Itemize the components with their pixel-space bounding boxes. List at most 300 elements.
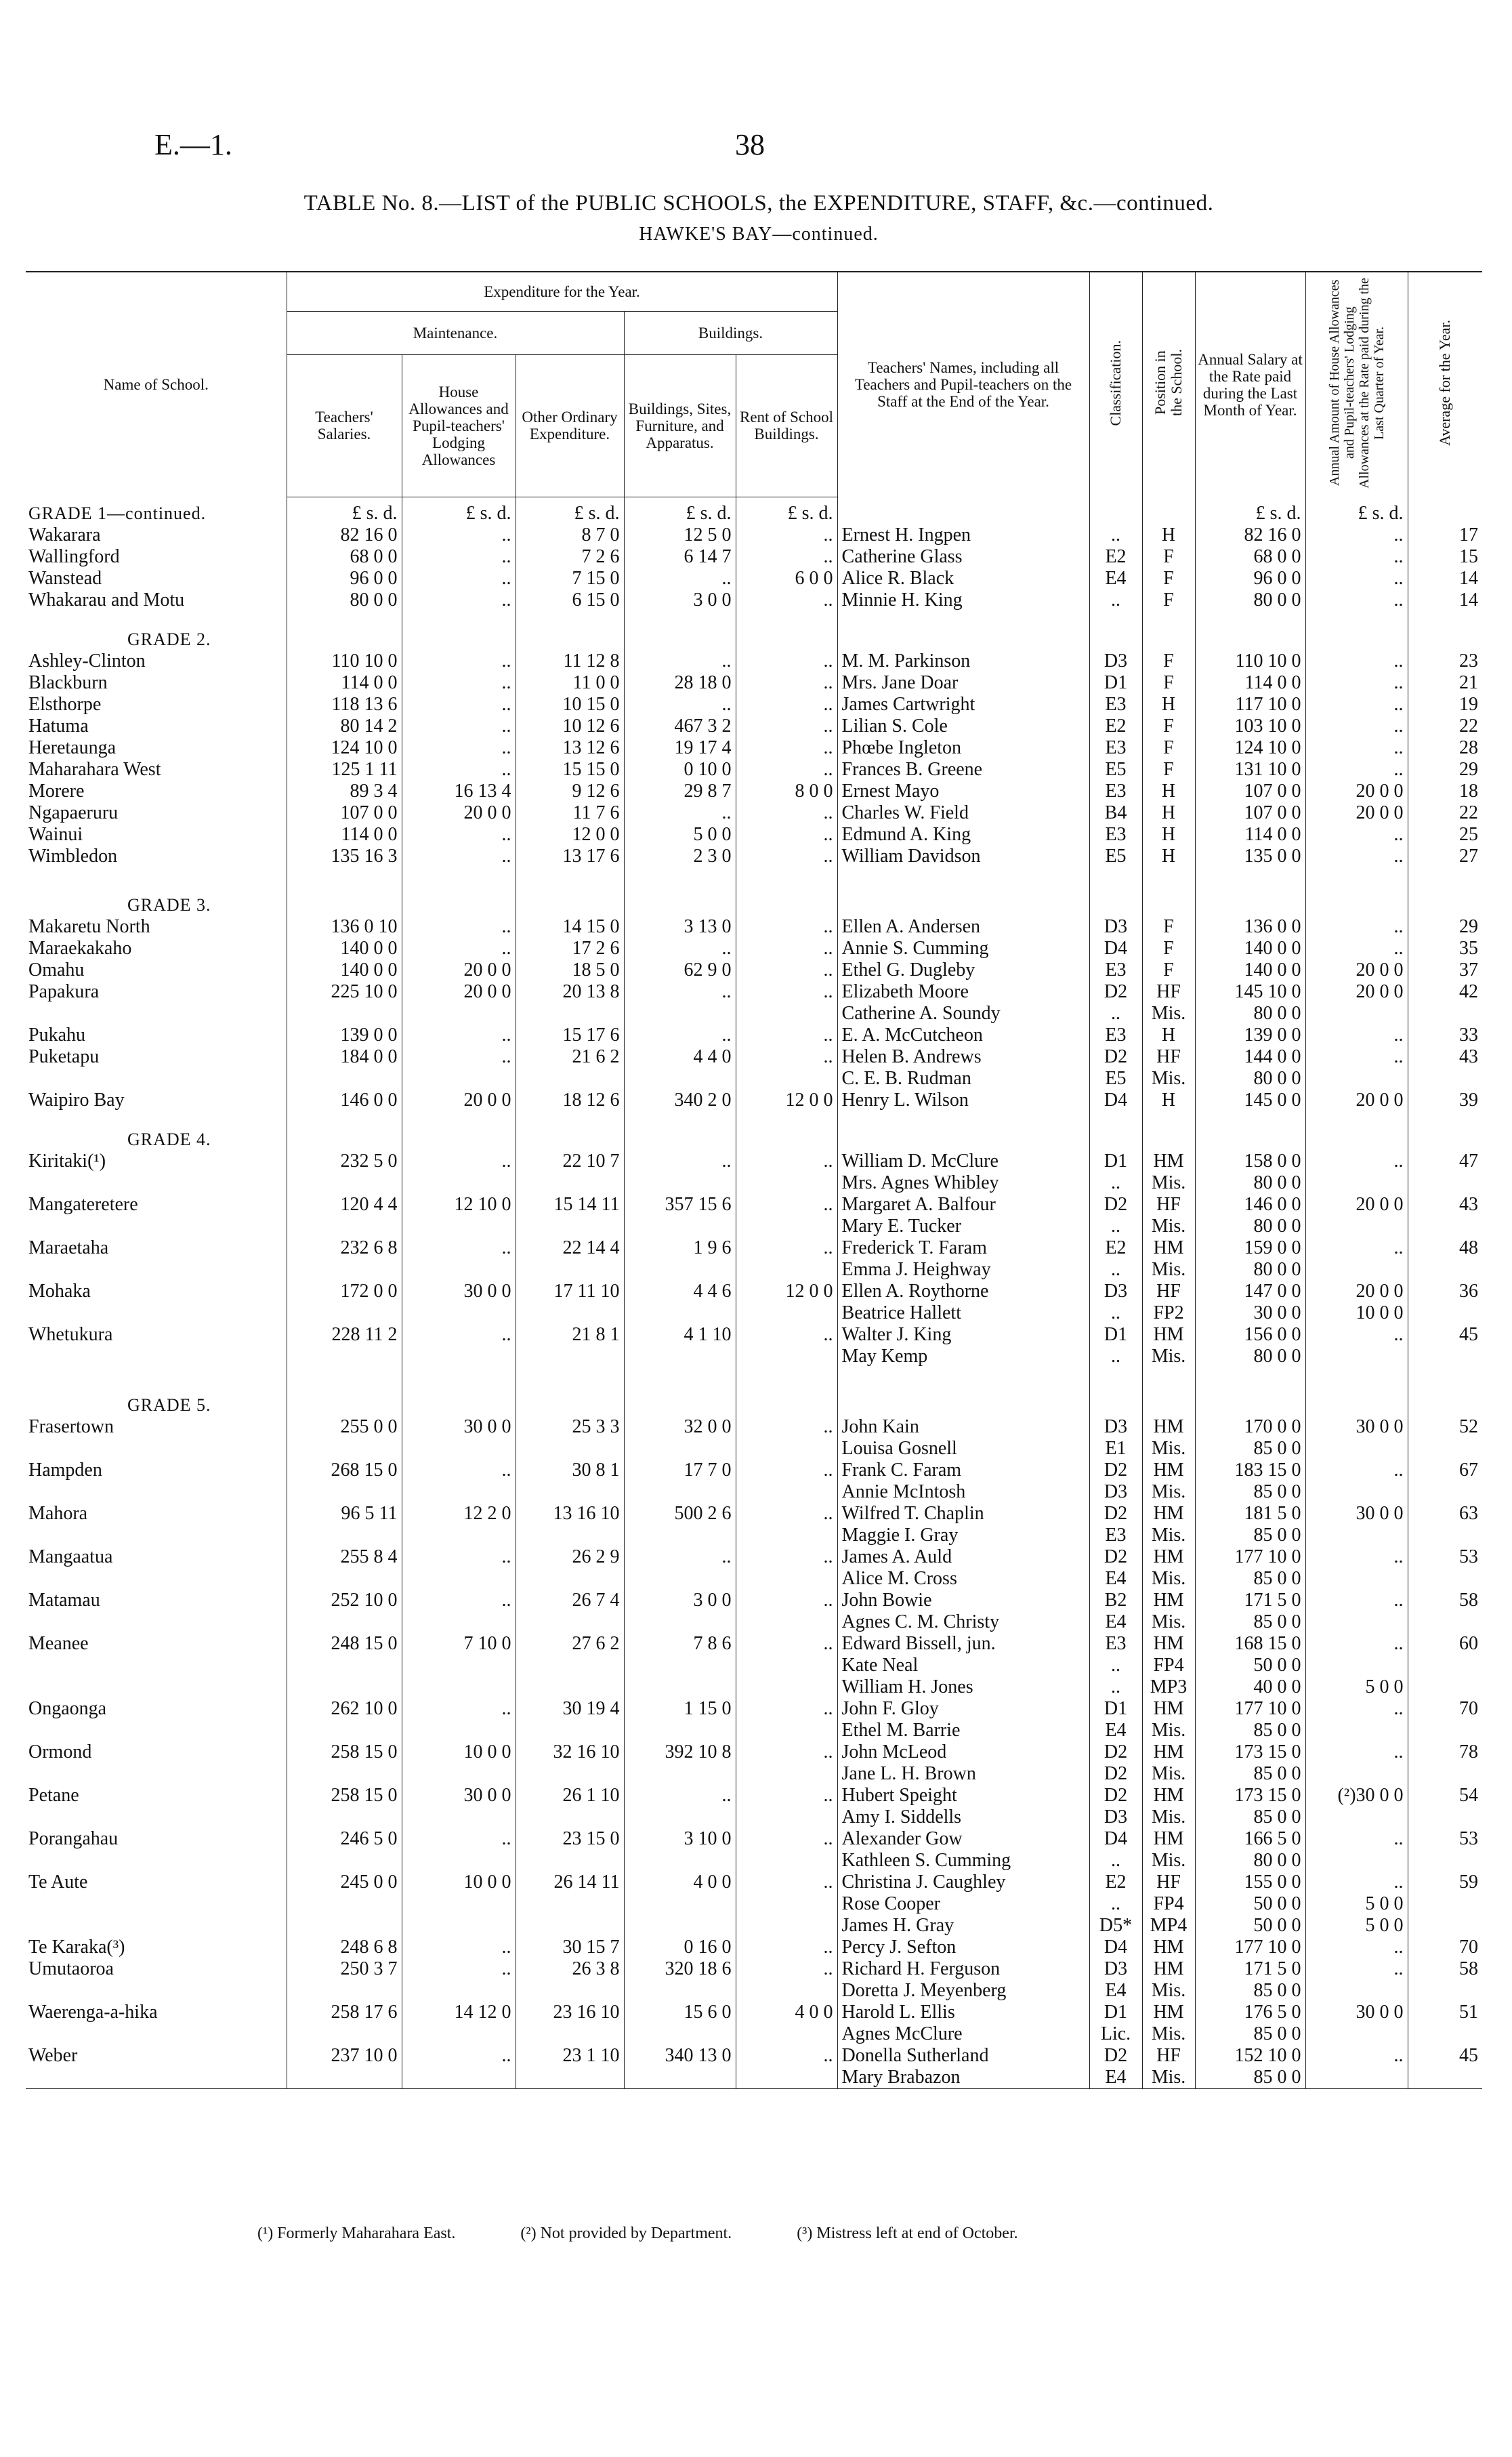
rent: .. [736, 1460, 837, 1481]
rent [736, 1980, 837, 2002]
position: F [1142, 546, 1195, 568]
table-row [26, 1481, 1482, 1503]
other-expenditure: 13 17 6 [516, 846, 624, 867]
teacher-name: Louisa Gosnell [837, 1438, 1089, 1460]
house-allowances: 20 0 0 [402, 959, 516, 981]
col-header-buildings-group: Buildings. [624, 311, 837, 354]
teachers-salaries [287, 1806, 402, 1828]
house-allowances: .. [402, 759, 516, 781]
table-row [26, 651, 1482, 672]
house-allowances: .. [402, 824, 516, 846]
other-expenditure: 25 3 3 [516, 1416, 624, 1438]
other-expenditure: 23 16 10 [516, 2002, 624, 2023]
col-header-other-expenditure: Other Ordinary Expenditure. [516, 354, 624, 497]
rent [736, 1676, 837, 1698]
buildings-sites: 32 0 0 [624, 1416, 736, 1438]
rent: .. [736, 1025, 837, 1046]
rent: .. [736, 1741, 837, 1763]
classification: E4 [1089, 1568, 1142, 1590]
classification: D2 [1089, 1503, 1142, 1525]
teacher-name: Annie S. Cumming [837, 938, 1089, 959]
average-attendance: 70 [1408, 1937, 1482, 1958]
table-row [26, 737, 1482, 759]
annual-house-allowance [1305, 2023, 1408, 2045]
annual-house-allowance: 10 0 0 [1305, 1302, 1408, 1324]
average-attendance [1408, 1893, 1482, 1915]
position: FP4 [1142, 1655, 1195, 1676]
position: HM [1142, 1785, 1195, 1806]
other-expenditure [516, 1655, 624, 1676]
annual-salary: 177 10 0 [1195, 1546, 1305, 1568]
rent [736, 1302, 837, 1324]
teachers-salaries: 248 15 0 [287, 1633, 402, 1655]
annual-house-allowance [1305, 1763, 1408, 1785]
rent: .. [736, 981, 837, 1003]
table-row [26, 1068, 1482, 1090]
classification: .. [1089, 1655, 1142, 1676]
teachers-salaries: 245 0 0 [287, 1872, 402, 1893]
teacher-name: C. E. B. Rudman [837, 1068, 1089, 1090]
annual-house-allowance: 20 0 0 [1305, 1090, 1408, 1111]
annual-salary: 107 0 0 [1195, 802, 1305, 824]
teachers-salaries: 140 0 0 [287, 959, 402, 981]
classification: D1 [1089, 2002, 1142, 2023]
table-row [26, 1655, 1482, 1676]
classification: Lic. [1089, 2023, 1142, 2045]
teachers-salaries: 124 10 0 [287, 737, 402, 759]
rent: .. [736, 590, 837, 611]
other-expenditure: 10 12 6 [516, 716, 624, 737]
rent: .. [736, 759, 837, 781]
annual-house-allowance [1305, 1346, 1408, 1367]
buildings-sites: 5 0 0 [624, 824, 736, 846]
school-name: Waerenga-a-hika [28, 2001, 158, 2023]
position: F [1142, 737, 1195, 759]
average-attendance: 15 [1408, 546, 1482, 568]
other-expenditure: 11 7 6 [516, 802, 624, 824]
annual-salary: 85 0 0 [1195, 1481, 1305, 1503]
average-attendance: 53 [1408, 1546, 1482, 1568]
teachers-salaries [287, 1068, 402, 1090]
school-name: Maraetaha [28, 1237, 109, 1258]
annual-house-allowance [1305, 1172, 1408, 1194]
position: HM [1142, 1237, 1195, 1259]
other-expenditure: 6 15 0 [516, 590, 624, 611]
table-row [26, 781, 1482, 802]
school-name: Wakarara [28, 524, 101, 545]
teacher-name: Kathleen S. Cumming [837, 1850, 1089, 1872]
annual-salary: 140 0 0 [1195, 938, 1305, 959]
rent: .. [736, 1958, 837, 1980]
table-row [26, 916, 1482, 938]
annual-house-allowance: .. [1305, 1324, 1408, 1346]
position: Mis. [1142, 1850, 1195, 1872]
teacher-name: Ernest Mayo [837, 781, 1089, 802]
buildings-sites: 357 15 6 [624, 1194, 736, 1216]
position: HF [1142, 1046, 1195, 1068]
house-allowances: .. [402, 938, 516, 959]
rent: .. [736, 694, 837, 716]
house-allowances: .. [402, 1937, 516, 1958]
teacher-name: Frances B. Greene [837, 759, 1089, 781]
school-name: Meanee [28, 1632, 89, 1654]
annual-salary: 85 0 0 [1195, 1763, 1305, 1785]
table-row [26, 1720, 1482, 1741]
rent [736, 1806, 837, 1828]
school-name: Morere [28, 780, 85, 802]
grade-row [26, 1111, 1482, 1151]
annual-house-allowance: (²)30 0 0 [1305, 1785, 1408, 1806]
buildings-sites: .. [624, 1785, 736, 1806]
average-attendance: 14 [1408, 568, 1482, 590]
classification: D4 [1089, 938, 1142, 959]
buildings-sites [624, 1481, 736, 1503]
school-name [26, 2023, 287, 2045]
average-attendance: 52 [1408, 1416, 1482, 1438]
classification: .. [1089, 590, 1142, 611]
table-row [26, 524, 1482, 546]
teacher-name: Percy J. Sefton [837, 1937, 1089, 1958]
annual-house-allowance [1305, 1216, 1408, 1237]
annual-house-allowance: .. [1305, 568, 1408, 590]
col-header-rent: Rent of School Buildings. [736, 354, 837, 497]
buildings-sites [624, 2023, 736, 2045]
teachers-salaries: 228 11 2 [287, 1324, 402, 1346]
teachers-salaries: 248 6 8 [287, 1937, 402, 1958]
average-attendance: 70 [1408, 1698, 1482, 1720]
rent: .. [736, 938, 837, 959]
position: HM [1142, 1698, 1195, 1720]
col-header-expenditure: Expenditure for the Year. [287, 272, 837, 311]
annual-salary: 177 10 0 [1195, 1698, 1305, 1720]
house-allowances [402, 1676, 516, 1698]
rent: .. [736, 824, 837, 846]
annual-house-allowance: .. [1305, 694, 1408, 716]
school-name: Wanstead [28, 567, 102, 589]
other-expenditure: 27 6 2 [516, 1633, 624, 1655]
classification: E5 [1089, 759, 1142, 781]
annual-house-allowance: .. [1305, 1698, 1408, 1720]
average-attendance: 78 [1408, 1741, 1482, 1763]
rent: .. [736, 546, 837, 568]
classification: .. [1089, 1302, 1142, 1324]
rent: .. [736, 846, 837, 867]
other-expenditure: 15 15 0 [516, 759, 624, 781]
other-expenditure: 11 0 0 [516, 672, 624, 694]
other-expenditure: 15 14 11 [516, 1194, 624, 1216]
spacer-row [26, 1367, 1482, 1377]
house-allowances: .. [402, 1025, 516, 1046]
average-attendance [1408, 2067, 1482, 2089]
buildings-sites: 392 10 8 [624, 1741, 736, 1763]
rent: .. [736, 1194, 837, 1216]
teachers-salaries: 139 0 0 [287, 1025, 402, 1046]
position: HM [1142, 1546, 1195, 1568]
buildings-sites: 4 4 6 [624, 1281, 736, 1302]
annual-salary: 80 0 0 [1195, 1259, 1305, 1281]
teachers-salaries: 172 0 0 [287, 1281, 402, 1302]
annual-house-allowance: .. [1305, 1546, 1408, 1568]
classification: E4 [1089, 568, 1142, 590]
page-number: 38 [735, 128, 765, 161]
annual-salary: 145 0 0 [1195, 1090, 1305, 1111]
table-row [26, 1003, 1482, 1025]
classification: .. [1089, 1676, 1142, 1698]
teachers-salaries: 255 0 0 [287, 1416, 402, 1438]
buildings-sites: 320 18 6 [624, 1958, 736, 1980]
teachers-salaries: 146 0 0 [287, 1090, 402, 1111]
teacher-name: Edmund A. King [837, 824, 1089, 846]
annual-salary: 85 0 0 [1195, 1568, 1305, 1590]
classification: E3 [1089, 824, 1142, 846]
annual-house-allowance: .. [1305, 651, 1408, 672]
grade-heading: GRADE 4. [127, 1129, 211, 1149]
average-attendance [1408, 1438, 1482, 1460]
buildings-sites [624, 1915, 736, 1937]
col-header-annual-salary: Annual Salary at the Rate paid during the Last Month of Year. [1195, 272, 1305, 497]
annual-salary: 114 0 0 [1195, 672, 1305, 694]
position: Mis. [1142, 1720, 1195, 1741]
table-row [26, 672, 1482, 694]
annual-house-allowance: .. [1305, 1741, 1408, 1763]
buildings-sites: .. [624, 1151, 736, 1172]
teacher-name: Frank C. Faram [837, 1460, 1089, 1481]
teachers-salaries: 250 3 7 [287, 1958, 402, 1980]
other-expenditure: 9 12 6 [516, 781, 624, 802]
teachers-salaries [287, 1720, 402, 1741]
house-allowances: 12 2 0 [402, 1503, 516, 1525]
rent: .. [736, 1828, 837, 1850]
teacher-name: Ellen A. Andersen [837, 916, 1089, 938]
other-expenditure: 26 7 4 [516, 1590, 624, 1611]
footnote-1: (¹) Formerly Maharahara East. [257, 2225, 456, 2242]
average-attendance [1408, 1611, 1482, 1633]
teachers-salaries [287, 1893, 402, 1915]
table-row [26, 1590, 1482, 1611]
table-row [26, 1237, 1482, 1259]
school-name: Puketapu [28, 1046, 100, 1067]
average-attendance: 54 [1408, 1785, 1482, 1806]
annual-salary: 85 0 0 [1195, 2067, 1305, 2089]
teacher-name: Agnes McClure [837, 2023, 1089, 2045]
classification: B2 [1089, 1590, 1142, 1611]
teachers-salaries [287, 1655, 402, 1676]
classification: .. [1089, 1172, 1142, 1194]
buildings-sites: 4 0 0 [624, 1872, 736, 1893]
rent: .. [736, 737, 837, 759]
teacher-name: Emma J. Heighway [837, 1259, 1089, 1281]
school-name: Whetukura [28, 1323, 113, 1345]
school-name: Kiritaki(¹) [28, 1150, 106, 1172]
position: H [1142, 824, 1195, 846]
classification: E3 [1089, 1525, 1142, 1546]
other-expenditure [516, 1850, 624, 1872]
teacher-name: John Bowie [837, 1590, 1089, 1611]
buildings-sites: .. [624, 568, 736, 590]
other-expenditure [516, 1763, 624, 1785]
classification: D4 [1089, 1937, 1142, 1958]
school-name [26, 1763, 287, 1785]
units-row [26, 497, 1482, 524]
rent [736, 1655, 837, 1676]
teachers-salaries [287, 1438, 402, 1460]
average-attendance [1408, 1806, 1482, 1828]
annual-salary: 147 0 0 [1195, 1281, 1305, 1302]
classification: B4 [1089, 802, 1142, 824]
table-row [26, 1872, 1482, 1893]
other-expenditure [516, 2023, 624, 2045]
buildings-sites [624, 1068, 736, 1090]
house-allowances: .. [402, 568, 516, 590]
teacher-name: Rose Cooper [837, 1893, 1089, 1915]
classification: D5* [1089, 1915, 1142, 1937]
table-row [26, 568, 1482, 590]
table-row [26, 1216, 1482, 1237]
school-name [26, 1915, 287, 1937]
average-attendance: 29 [1408, 916, 1482, 938]
col-header-average: Average for the Year. [1408, 272, 1482, 497]
teacher-name: Annie McIntosh [837, 1481, 1089, 1503]
rent [736, 1438, 837, 1460]
buildings-sites [624, 1806, 736, 1828]
position: F [1142, 938, 1195, 959]
buildings-sites: 3 0 0 [624, 590, 736, 611]
other-expenditure: 30 8 1 [516, 1460, 624, 1481]
teachers-salaries [287, 1676, 402, 1698]
school-name: Ormond [28, 1741, 92, 1762]
position: Mis. [1142, 1259, 1195, 1281]
buildings-sites: 4 1 10 [624, 1324, 736, 1346]
table-row [26, 694, 1482, 716]
table-row [26, 546, 1482, 568]
position: F [1142, 651, 1195, 672]
grade-heading: GRADE 5. [127, 1395, 211, 1415]
annual-house-allowance: .. [1305, 737, 1408, 759]
buildings-sites: 340 2 0 [624, 1090, 736, 1111]
school-name [26, 1481, 287, 1503]
teacher-name: Harold L. Ellis [837, 2002, 1089, 2023]
school-name: Maraekakaho [28, 937, 132, 959]
classification: .. [1089, 1850, 1142, 1872]
classification: .. [1089, 1893, 1142, 1915]
buildings-sites [624, 1720, 736, 1741]
teacher-name: Richard H. Ferguson [837, 1958, 1089, 1980]
other-expenditure: 20 13 8 [516, 981, 624, 1003]
annual-salary: 40 0 0 [1195, 1676, 1305, 1698]
table-row [26, 1503, 1482, 1525]
page-header-reference: E.—1. [154, 128, 232, 161]
average-attendance: 33 [1408, 1025, 1482, 1046]
teachers-salaries: 96 0 0 [287, 568, 402, 590]
unit-label: £ s. d. [516, 497, 624, 524]
teachers-salaries [287, 1346, 402, 1367]
house-allowances: 30 0 0 [402, 1281, 516, 1302]
teacher-name: Phœbe Ingleton [837, 737, 1089, 759]
teacher-name: Ernest H. Ingpen [837, 524, 1089, 546]
spacer-row [26, 867, 1482, 877]
grade-row [26, 877, 1482, 916]
annual-house-allowance: .. [1305, 716, 1408, 737]
classification: D1 [1089, 672, 1142, 694]
annual-house-allowance: .. [1305, 590, 1408, 611]
classification: D3 [1089, 1481, 1142, 1503]
position: Mis. [1142, 1611, 1195, 1633]
classification: D2 [1089, 1546, 1142, 1568]
table-row [26, 2045, 1482, 2067]
average-attendance: 29 [1408, 759, 1482, 781]
table-row [26, 1958, 1482, 1980]
average-attendance: 35 [1408, 938, 1482, 959]
classification: D2 [1089, 1763, 1142, 1785]
other-expenditure [516, 1806, 624, 1828]
house-allowances [402, 2067, 516, 2089]
teachers-salaries: 268 15 0 [287, 1460, 402, 1481]
school-name: Wainui [28, 823, 83, 845]
classification: D2 [1089, 981, 1142, 1003]
teachers-salaries [287, 2023, 402, 2045]
teacher-name: Alice M. Cross [837, 1568, 1089, 1590]
position: FP2 [1142, 1302, 1195, 1324]
buildings-sites: .. [624, 651, 736, 672]
table-row [26, 1546, 1482, 1568]
average-attendance: 14 [1408, 590, 1482, 611]
other-expenditure: 22 10 7 [516, 1151, 624, 1172]
annual-house-allowance: .. [1305, 916, 1408, 938]
table-row [26, 1346, 1482, 1367]
school-name: Porangahau [28, 1828, 119, 1849]
position: HF [1142, 1194, 1195, 1216]
buildings-sites [624, 1893, 736, 1915]
table-row [26, 1025, 1482, 1046]
other-expenditure [516, 1980, 624, 2002]
classification: D2 [1089, 2045, 1142, 2067]
buildings-sites: 340 13 0 [624, 2045, 736, 2067]
teachers-salaries [287, 1172, 402, 1194]
position: Mis. [1142, 1763, 1195, 1785]
unit-label: £ s. d. [1305, 497, 1408, 524]
house-allowances [402, 1172, 516, 1194]
teacher-name: Hubert Speight [837, 1785, 1089, 1806]
rent: .. [736, 1590, 837, 1611]
teacher-name: Elizabeth Moore [837, 981, 1089, 1003]
annual-salary: 140 0 0 [1195, 959, 1305, 981]
rent [736, 2067, 837, 2089]
annual-house-allowance: 20 0 0 [1305, 1194, 1408, 1216]
teacher-name: Margaret A. Balfour [837, 1194, 1089, 1216]
position: HM [1142, 1151, 1195, 1172]
position: HM [1142, 1590, 1195, 1611]
other-expenditure: 14 15 0 [516, 916, 624, 938]
rent [736, 1481, 837, 1503]
house-allowances: .. [402, 1958, 516, 1980]
other-expenditure [516, 1915, 624, 1937]
annual-salary: 110 10 0 [1195, 651, 1305, 672]
grade-row [26, 611, 1482, 651]
table-row [26, 1633, 1482, 1655]
buildings-sites: 15 6 0 [624, 2002, 736, 2023]
table-title: TABLE No. 8.—LIST of the PUBLIC SCHOOLS, the EXPENDITURE, STAFF, &c.—continued. [303, 191, 1214, 215]
rent: .. [736, 916, 837, 938]
teachers-salaries: 246 5 0 [287, 1828, 402, 1850]
buildings-sites: 3 0 0 [624, 1590, 736, 1611]
house-allowances: .. [402, 651, 516, 672]
average-attendance [1408, 1068, 1482, 1090]
house-allowances: .. [402, 1698, 516, 1720]
house-allowances [402, 1302, 516, 1324]
teacher-name: Maggie I. Gray [837, 1525, 1089, 1546]
average-attendance [1408, 1172, 1482, 1194]
buildings-sites: 28 18 0 [624, 672, 736, 694]
